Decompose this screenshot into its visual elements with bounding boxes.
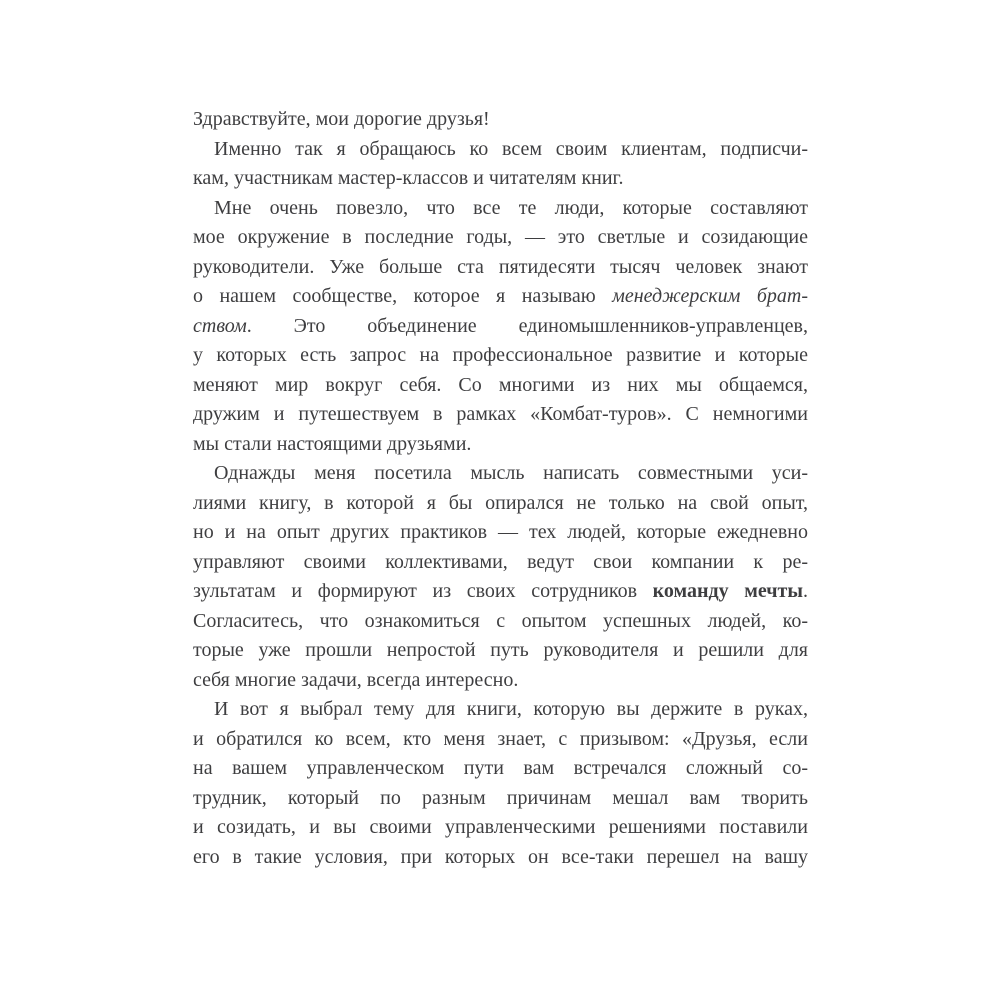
text-segment: мы стали настоящими друзьями. [193,432,472,455]
text-segment: управляют своими коллективами, ведут свои компании к ре- [193,550,808,573]
text-segment: лиями книгу, в которой я бы опирался не только на свой опыт, [193,491,808,514]
text-line [193,135,808,165]
text-line [193,459,808,489]
text-segment: Согласитесь, что ознакомиться с опытом успешных людей, ко- [193,609,808,632]
text-segment: на вашем управленческом пути вам встречался сложный со- [193,757,808,779]
text-line [193,636,808,666]
text-segment: кам, участникам мастер-классов и читателям книг. [193,167,624,189]
text-line [193,194,808,224]
text-line [193,341,808,371]
text-segment: Здравствуйте, мои дорогие друзья! [193,108,490,130]
bold-text-segment: команду мечты [652,580,803,602]
text-segment: Мне очень повезло, что все те люди, которые составляют [214,196,808,219]
text-segment: меняют мир вокруг себя. Со многими из них мы общаемся, [193,373,808,396]
text-line [193,312,808,342]
text-segment: Именно так я обращаюсь ко всем своим клиентам, подписчи- [214,137,808,160]
text-segment: мое окружение в последние годы, — это светлые и созидающие [193,226,808,248]
text-segment: и созидать, и вы своими управленческими решениями поставили [193,816,808,838]
text-segment: дружим и путешествуем в рамках «Комбат-туров». С немногими [193,403,808,425]
text-segment: зультатам и формируют из своих сотрудников [193,580,653,602]
text-line [193,784,808,814]
text-segment: себя многие задачи, всегда интересно. [193,668,519,691]
text-line [193,164,808,194]
text-segment: у которых есть запрос на профессиональное развитие и которые [193,344,808,366]
text-line [193,725,808,755]
italic-text-segment: ством [193,314,247,337]
text-segment: трудник, который по разным причинам мешал вам творить [193,786,808,809]
text-line [193,253,808,283]
text-line [193,607,808,637]
text-line [193,695,808,725]
text-line [193,371,808,401]
text-segment: И вот я выбрал тему для книги, которую вы держите в руках, [214,698,808,720]
italic-text-segment: менеджерским брат- [612,285,809,307]
text-segment: его в такие условия, при которых он все-таки перешел на вашу [193,845,808,868]
text-line [193,666,808,696]
text-segment: и обратился ко всем, кто меня знает, с призывом: «Друзья, если [193,727,808,750]
text-block [193,105,808,872]
text-line [193,282,808,312]
text-line [193,518,808,548]
text-segment: о нашем сообществе, которое я называю [193,285,613,307]
text-line [193,105,808,135]
text-segment: . [803,580,808,602]
text-line [193,754,808,784]
text-line [193,430,808,460]
text-segment: торые уже прошли непростой путь руководителя и решили для [193,639,808,661]
text-line [193,843,808,873]
text-line [193,548,808,578]
text-line [193,400,808,430]
text-segment: Однажды меня посетила мысль написать совместными уси- [214,462,808,484]
text-segment: . Это объединение единомышленников-управленцев, [246,314,808,337]
text-line [193,813,808,843]
text-segment: руководители. Уже больше ста пятидесяти тысяч человек знают [193,255,808,278]
text-line [193,577,808,607]
text-segment: но и на опыт других практиков — тех людей, которые ежедневно [193,521,808,543]
text-line [193,489,808,519]
text-line [193,223,808,253]
